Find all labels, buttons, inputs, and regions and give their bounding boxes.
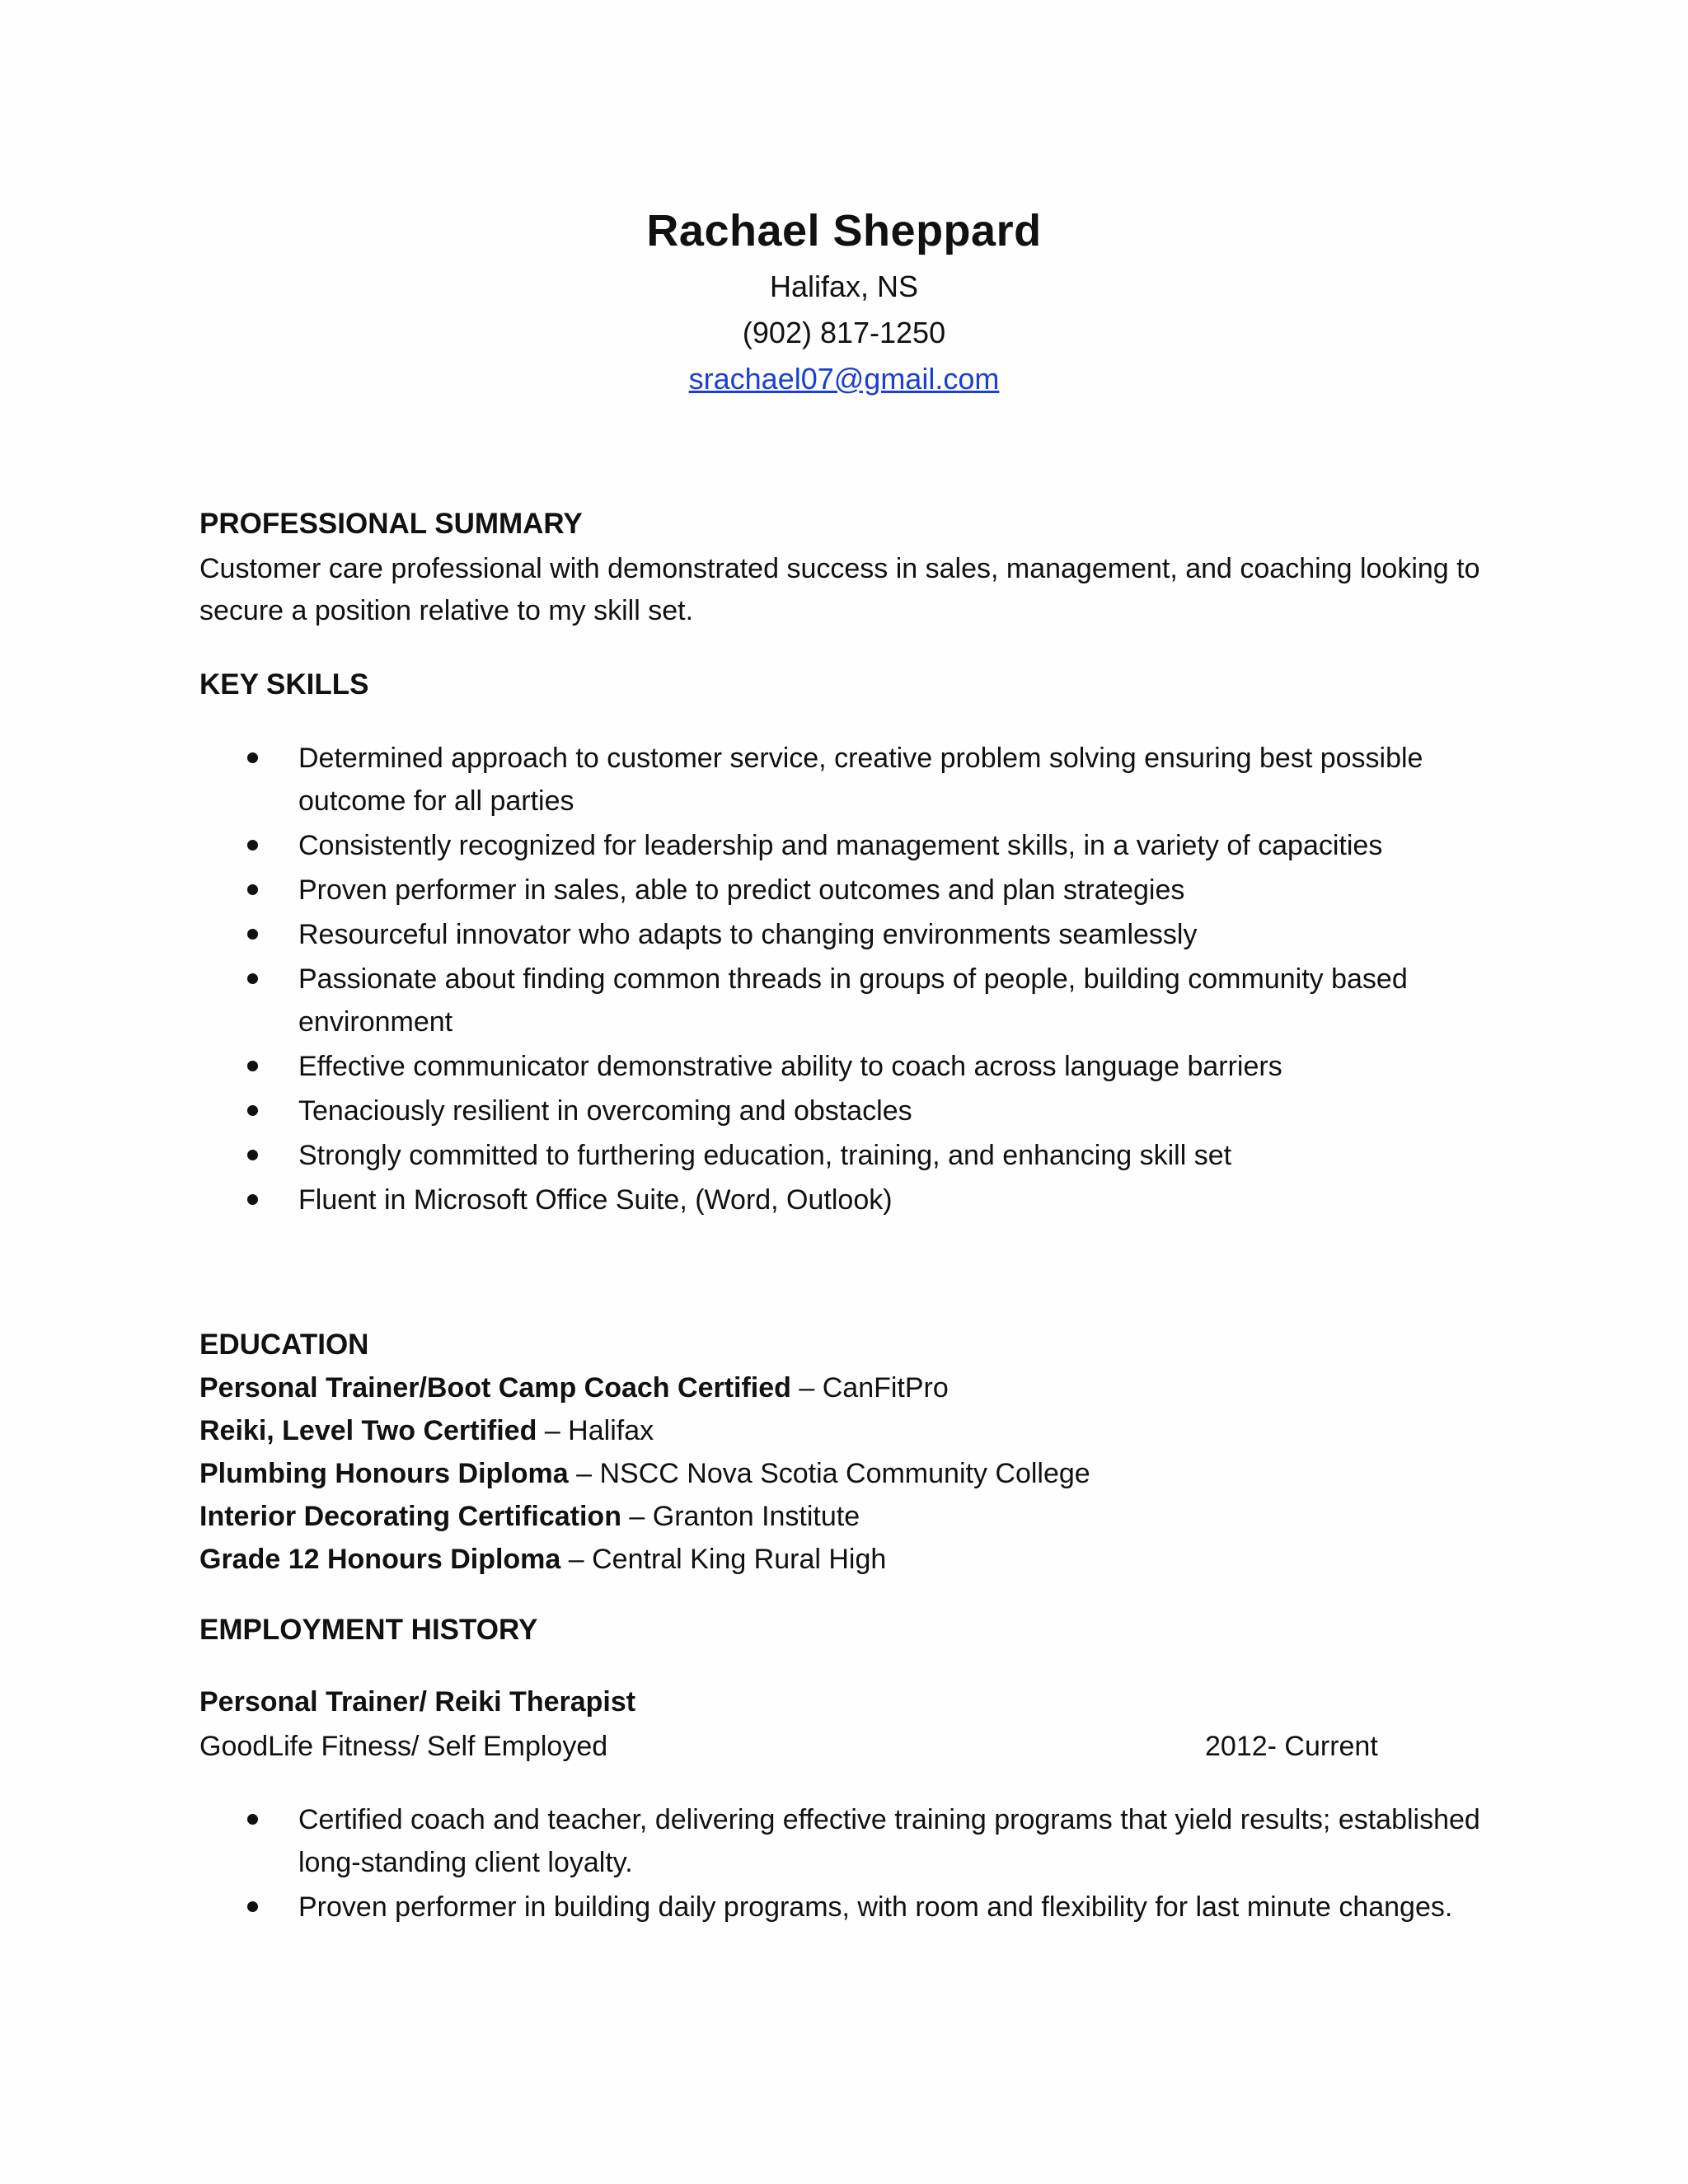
education-title: Plumbing Honours Diploma [199,1458,569,1489]
skills-list [0,737,1688,1223]
bullet-icon [247,1105,258,1116]
employment-heading: EMPLOYMENT HISTORY [199,1614,538,1646]
resume-header [0,198,1688,402]
job-employer: GoodLife Fitness/ Self Employed [199,1731,608,1762]
bullet-icon [247,973,258,984]
bullet-icon [247,1901,258,1912]
email-link[interactable]: srachael07@gmail.com [688,362,1000,396]
education-list [199,1366,1518,1581]
bullet-icon [247,840,258,851]
skills-heading: KEY SKILLS [199,668,369,701]
list-item: Proven performer in building daily programs, with room and flexibility for last minute changes. [0,1886,1518,1929]
bullet-icon [247,1194,258,1205]
education-institution: – Central King Rural High [560,1544,887,1575]
education-institution: – Granton Institute [621,1501,860,1532]
education-item [199,1409,1518,1452]
education-title: Personal Trainer/Boot Camp Coach Certified [199,1372,791,1404]
education-institution: – CanFitPro [790,1372,949,1404]
location: Halifax, NS [769,269,919,303]
summary-heading: PROFESSIONAL SUMMARY [199,508,583,540]
education-title: Interior Decorating Certification [199,1501,621,1532]
list-item: Fluent in Microsoft Office Suite, (Word, Outlook) [0,1179,1518,1221]
bullet-icon [247,1814,258,1825]
education-institution: – NSCC Nova Scotia Community College [568,1458,1090,1489]
list-item: Passionate about finding common threads in groups of people, building community based environment [0,958,1518,1043]
education-title: Reiki, Level Two Certified [199,1415,537,1446]
phone-number: (902) 817-1250 [742,316,946,349]
bullet-icon [247,1061,258,1071]
list-item: Proven performer in sales, able to predict outcomes and plan strategies [0,869,1518,912]
list-item: Tenaciously resilient in overcoming and obstacles [0,1090,1518,1132]
summary-text: Customer care professional with demonstrated success in sales, management, and coaching looking to secure a position relative to my skill set. [199,553,1480,626]
candidate-name: Rachael Sheppard [646,206,1042,255]
job-duties-list [0,1798,1688,1930]
job-title: Personal Trainer/ Reiki Therapist [199,1686,636,1718]
education-title: Grade 12 Honours Diploma [199,1544,561,1575]
list-item: Determined approach to customer service, creative problem solving ensuring best possible outcome for all parties [0,737,1518,823]
education-heading: EDUCATION [199,1329,369,1361]
list-item: Effective communicator demonstrative ability to coach across language barriers [0,1045,1518,1088]
education-item [199,1452,1518,1495]
education-item [199,1538,1518,1581]
education-item [199,1366,1518,1409]
bullet-icon [247,884,258,895]
list-item: Consistently recognized for leadership and management skills, in a variety of capacities [0,824,1518,867]
education-institution: – Halifax [537,1415,654,1446]
bullet-icon [247,929,258,940]
bullet-icon [247,1150,258,1160]
list-item: Strongly committed to furthering education, training, and enhancing skill set [0,1134,1518,1177]
bullet-icon [247,752,258,763]
education-item [199,1495,1518,1538]
job-dates: 2012- Current [1205,1731,1378,1762]
list-item: Certified coach and teacher, delivering effective training programs that yield results; established long-standing client loyalty. [0,1798,1518,1884]
list-item: Resourceful innovator who adapts to changing environments seamlessly [0,913,1518,956]
